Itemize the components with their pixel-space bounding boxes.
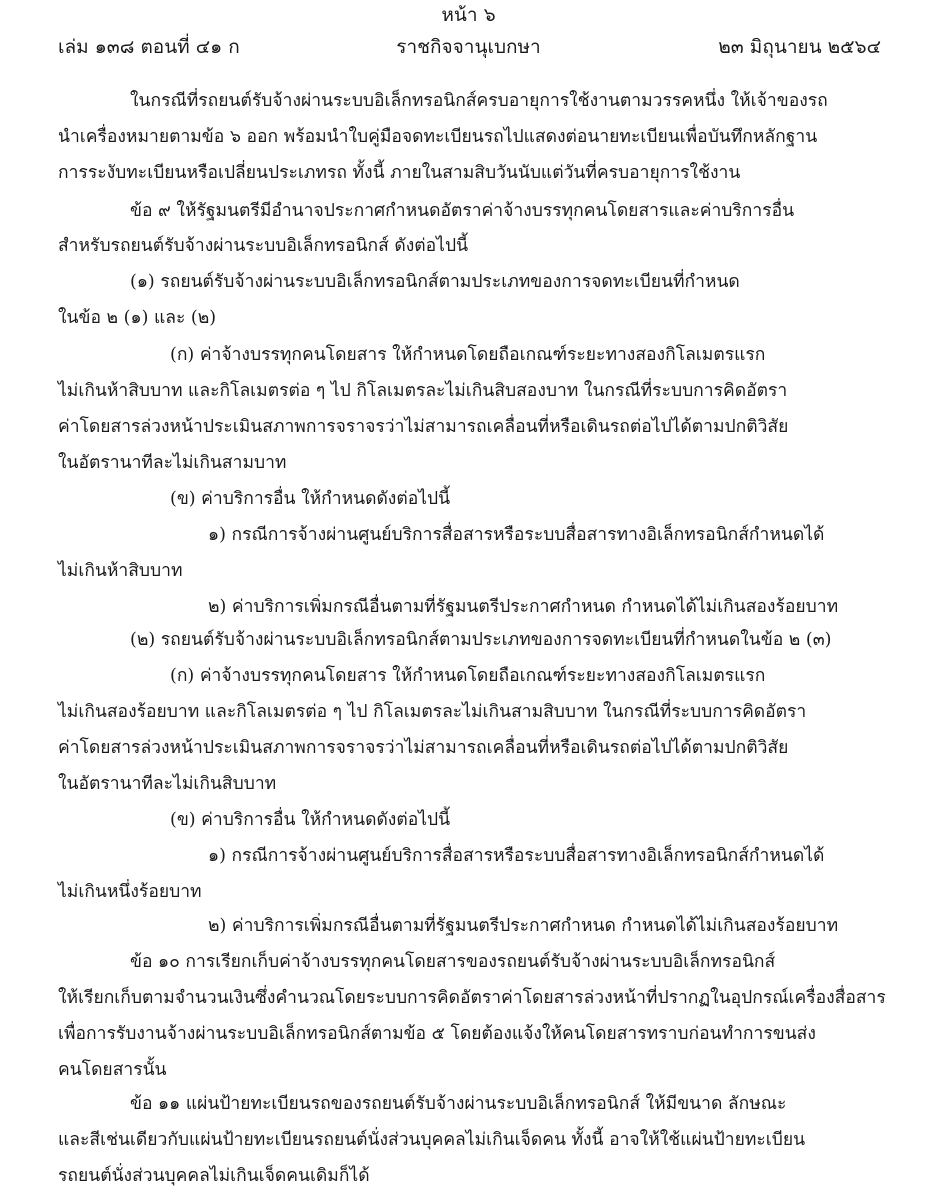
- paragraph-line: (๒) รถยนต์รับจ้างผ่านระบบอิเล็กทรอนิกส์ตามประเภทของการจดทะเบียนที่กำหนดในข้อ ๒ (๓): [130, 630, 832, 650]
- page-number: หน้า ๖: [441, 4, 496, 26]
- paragraph-line: ไม่เกินสองร้อยบาท และกิโลเมตรต่อ ๆ ไป กิโลเมตรละไม่เกินสามสิบบาท ในกรณีที่ระบบการคิดอัตรา: [58, 702, 807, 722]
- paragraph-line: ๑) กรณีการจ้างผ่านศูนย์บริการสื่อสารหรือระบบสื่อสารทางอิเล็กทรอนิกส์กำหนดได้: [208, 525, 825, 545]
- paragraph-line: เพื่อการรับงานจ้างผ่านระบบอิเล็กทรอนิกส์ตามข้อ ๕ โดยต้องแจ้งให้คนโดยสารทราบก่อนทำการขนส่ง: [58, 1024, 816, 1044]
- paragraph-line: ข้อ ๑๑ แผ่นป้ายทะเบียนรถของรถยนต์รับจ้างผ่านระบบอิเล็กทรอนิกส์ ให้มีขนาด ลักษณะ: [130, 1094, 787, 1114]
- paragraph-line: สำหรับรถยนต์รับจ้างผ่านระบบอิเล็กทรอนิกส์ ดังต่อไปนี้: [58, 236, 469, 256]
- paragraph-line: ไม่เกินห้าสิบบาท และกิโลเมตรต่อ ๆ ไป กิโลเมตรละไม่เกินสิบสองบาท ในกรณีที่ระบบการคิดอัตรา: [58, 381, 788, 401]
- paragraph-line: (ข) ค่าบริการอื่น ให้กำหนดดังต่อไปนี้: [170, 810, 451, 830]
- volume-issue: เล่ม ๑๓๘ ตอนที่ ๔๑ ก: [58, 36, 240, 58]
- paragraph-line: และสีเช่นเดียวกับแผ่นป้ายทะเบียนรถยนต์นั่งส่วนบุคคลไม่เกินเจ็ดคน ทั้งนี้ อาจให้ใช้แผ่นป้ายทะเบียน: [58, 1130, 806, 1150]
- paragraph-line: ในกรณีที่รถยนต์รับจ้างผ่านระบบอิเล็กทรอนิกส์ครบอายุการใช้งานตามวรรคหนึ่ง ให้เจ้าของรถ: [130, 91, 828, 111]
- paragraph-line: ๒) ค่าบริการเพิ่มกรณีอื่นตามที่รัฐมนตรีประกาศกำหนด กำหนดได้ไม่เกินสองร้อยบาท: [208, 916, 839, 936]
- paragraph-line: ๒) ค่าบริการเพิ่มกรณีอื่นตามที่รัฐมนตรีประกาศกำหนด กำหนดได้ไม่เกินสองร้อยบาท: [208, 597, 839, 617]
- publication-title: ราชกิจจานุเบกษา: [396, 36, 541, 58]
- paragraph-line: ข้อ ๑๐ การเรียกเก็บค่าจ้างบรรทุกคนโดยสารของรถยนต์รับจ้างผ่านระบบอิเล็กทรอนิกส์: [130, 952, 776, 972]
- paragraph-line: (๑) รถยนต์รับจ้างผ่านระบบอิเล็กทรอนิกส์ตามประเภทของการจดทะเบียนที่กำหนด: [130, 272, 740, 292]
- paragraph-line: การระงับทะเบียนหรือเปลี่ยนประเภทรถ ทั้งนี้ ภายในสามสิบวันนับแต่วันที่ครบอายุการใช้งาน: [58, 163, 741, 183]
- paragraph-line: ไม่เกินห้าสิบบาท: [58, 561, 183, 581]
- paragraph-line: ในข้อ ๒ (๑) และ (๒): [58, 308, 217, 328]
- paragraph-line: ให้เรียกเก็บตามจำนวนเงินซึ่งคำนวณโดยระบบการคิดอัตราค่าโดยสารล่วงหน้าที่ปรากฏในอุปกรณ์เครื่องสื่อสาร: [58, 988, 886, 1008]
- paragraph-line: รถยนต์นั่งส่วนบุคคลไม่เกินเจ็ดคนเดิมก็ได้: [58, 1166, 370, 1186]
- paragraph-line: (ก) ค่าจ้างบรรทุกคนโดยสาร ให้กำหนดโดยถือเกณฑ์ระยะทางสองกิโลเมตรแรก: [170, 666, 766, 686]
- paragraph-line: ในอัตรานาทีละไม่เกินสามบาท: [58, 453, 287, 473]
- paragraph-line: นำเครื่องหมายตามข้อ ๖ ออก พร้อมนำใบคู่มือจดทะเบียนรถไปแสดงต่อนายทะเบียนเพื่อบันทึกหลักฐาน: [58, 127, 818, 147]
- paragraph-line: ในอัตรานาทีละไม่เกินสิบบาท: [58, 774, 277, 794]
- paragraph-line: ค่าโดยสารล่วงหน้าประเมินสภาพการจราจรว่าไม่สามารถเคลื่อนที่หรือเดินรถต่อไปได้ตามปกติวิสัย: [58, 417, 789, 437]
- paragraph-line: (ข) ค่าบริการอื่น ให้กำหนดดังต่อไปนี้: [170, 489, 451, 509]
- paragraph-line: ๑) กรณีการจ้างผ่านศูนย์บริการสื่อสารหรือระบบสื่อสารทางอิเล็กทรอนิกส์กำหนดได้: [208, 846, 825, 866]
- paragraph-line: ค่าโดยสารล่วงหน้าประเมินสภาพการจราจรว่าไม่สามารถเคลื่อนที่หรือเดินรถต่อไปได้ตามปกติวิสัย: [58, 738, 789, 758]
- paragraph-line: (ก) ค่าจ้างบรรทุกคนโดยสาร ให้กำหนดโดยถือเกณฑ์ระยะทางสองกิโลเมตรแรก: [170, 345, 766, 365]
- publication-date: ๒๓ มิถุนายน ๒๕๖๔: [718, 36, 881, 58]
- paragraph-line: ไม่เกินหนึ่งร้อยบาท: [58, 882, 202, 902]
- paragraph-line: ข้อ ๙ ให้รัฐมนตรีมีอำนาจประกาศกำหนดอัตราค่าจ้างบรรทุกคนโดยสารและค่าบริการอื่น: [130, 201, 795, 221]
- paragraph-line: คนโดยสารนั้น: [58, 1060, 167, 1080]
